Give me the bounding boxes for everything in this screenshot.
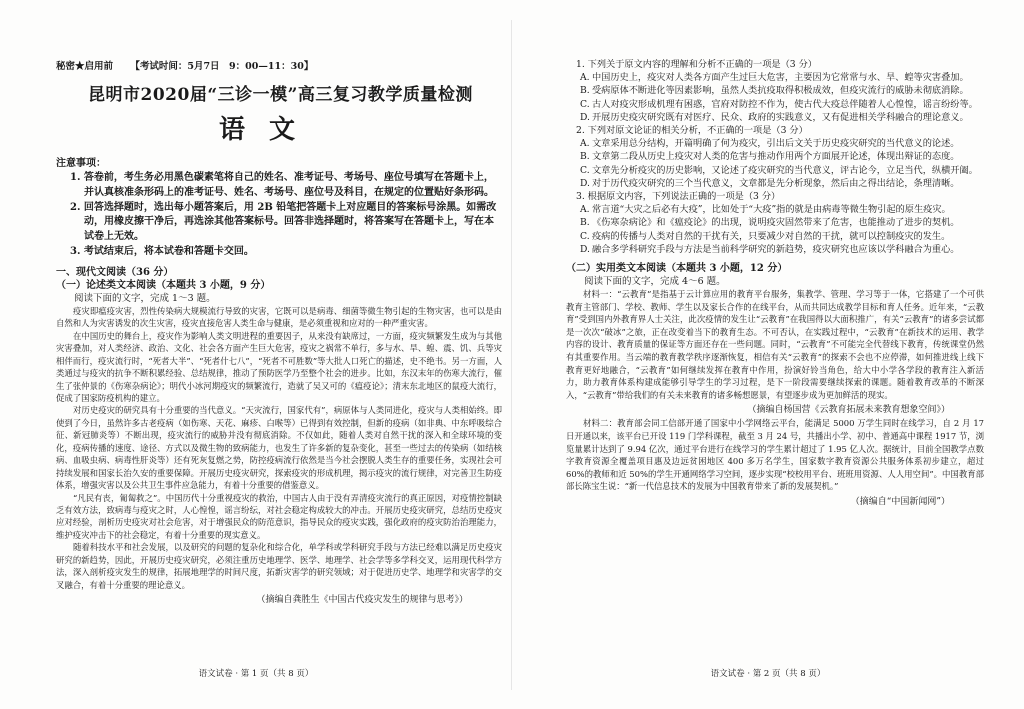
reading-instruction: 阅读下面的文字，完成 4～6 题。	[584, 276, 726, 288]
question-option	[566, 164, 984, 177]
question-stem: 3. 根据原文内容，下列说法正确的一项是（3 分）	[576, 191, 781, 203]
option-letter: C.	[580, 98, 590, 110]
option-text: 疫病的传播与人类对自然的干扰有关，只要减少对自然的干扰，就可以控制疫灾的发生。	[592, 230, 951, 242]
option-letter: B.	[580, 151, 590, 163]
material-passage	[566, 417, 984, 493]
notice-item: 3. 考试结束后，将本试卷和答题卡交回。	[70, 245, 254, 257]
question-option	[566, 177, 984, 190]
notice-list	[56, 171, 502, 260]
question-option	[566, 203, 984, 216]
option-text: 文章先分析疫灾的历史影响，又论述了疫灾研究的当代意义，评古论今，立足当代，纵横开阖。	[592, 164, 978, 176]
reading-passage	[56, 305, 502, 591]
notice-item: 1. 答卷前，考生务必用黑色碳素笔将自己的姓名、准考证号、考场号、座位号填写在答题卡上，并认真核准条形码上的准考证号、姓名、考场号、座位号及科目，在规定的位置贴好条形码。	[70, 172, 494, 198]
section-heading: 一、现代文阅读（36 分）	[56, 266, 174, 278]
secret-label: 秘密★启用前	[56, 61, 114, 72]
question-option	[566, 111, 984, 124]
passage-paragraph: 疫灾即瘟疫灾害，烈性传染病大规模流行导致的灾害，它既可以是病毒、细菌等微生物引起的生物灾害，也可以是由自然和人为灾害诱发的次生灾害，疫灾直接危害人类生命与健康，是必须重视和应对的一种严重灾害。	[56, 305, 502, 329]
question-option	[566, 230, 984, 243]
option-text: 对于历代疫灾研究的三个当代意义，文章都是先分析现象，然后由之得出结论，条理清晰。	[592, 177, 960, 189]
page-2	[512, 0, 1024, 709]
option-letter: C.	[580, 230, 590, 242]
option-letter: B.	[580, 85, 590, 97]
passage-paragraph: 对历史疫灾的研究具有十分重要的当代意义。“天灾流行，国家代有”，病原体与人类同进化，疫灾与人类相始终。即使到了今日，虽然许多古老疫病（如伤寒、天花、麻疹、白喉等）已得到有效控制，但新的疫病（如非典、中东呼吸综合征、新冠肺炎等）不断出现，疫灾流行的威胁并没有彻底消除。不仅如此，随着人类对自然干扰的深入和全球环境的变化，疫病传播的速度、途径、方式以及微生物的致病能力，也发生了许多新的复杂变化，甚至一些过去的传染病（如结核病、血吸虫病、病毒性肝炎等）还有死灰复燃之势，防控疫病流行依然是当今社会摆脱人类生存的重要任务，实现社会可持续发展和国家长治久安的重要保障。开展历史疫灾研究，探索疫灾的形成机理，揭示疫灾的流行规律，对完善卫生防疫体系，增强灾害以及公共卫生事件应急能力，有着十分重要的借鉴意义。	[56, 405, 502, 491]
option-letter: D.	[580, 243, 590, 255]
page-footer: 语文试卷 · 第 1 页（共 8 页）	[198, 669, 314, 679]
passage-paragraph: 随着科技水平和社会发展，以及研究的问题的复杂化和综合化，单学科或学科研究手段与方法已经难以满足历史疫灾研究的新趋势，因此，开展历史疫灾研究，必须注重历史地理学、医学、地理学、社会学等多学科交叉，运用现代科学方法，深入剖析疫灾发生的规律，拓展地理学的时间尺度，拓新灾害学的研究领域；对于促进历史学、地理学和灾害学的交叉融合，有着十分重要的理论意义。	[56, 542, 502, 590]
passage-paragraph: “凡民有丧，匍匐救之”。中国历代十分重视疫灾的救治，中国古人由于没有弄清疫灾流行的真正原因，对疫情控制缺乏有效方法，致病毒与疫灾之时，人心惶惶，谣言纷纭，对社会稳定构成较大的冲击。开展历史疫灾研究，总结历史疫灾应对经验，剖析历史疫灾对社会危害，对于增强民众的防范意识，指导民众的疫灾实践，强化政府的疫灾防治治理能力，维护疫灾冲击下的社会稳定，有着十分重要的现实意义。	[56, 492, 502, 540]
option-letter: A.	[580, 72, 590, 84]
option-text: 古人对疫灾形成机理有困惑，官府对防控不作为，使古代大疫总伴随着人心惶惶，谣言纷纷等。	[592, 98, 978, 110]
option-letter: A.	[580, 204, 590, 216]
option-letter: D.	[580, 177, 590, 189]
question-option	[566, 98, 984, 111]
material-two: 材料二：教育部会同工信部开通了国家中小学网络云平台，能满足 5000 万学生同时在线学习，自 2 月 17 日开通以来，该平台已开设 119 门学科课程，截至 3 月 24 号，共播出小学、初中、普通高中课程 1917 节，浏览量累计达到了 9.94 亿次，通过平台进行在线学习的学生累计超过了 1.95 亿人次。据统计，目前全国教学点数字教育资源全覆盖项目惠及边远贫困地区 400 多万名学生，国家数字教育资源公共服务体系初步建立，超过 60%的教师和近 50%的学生开通网络学习空间，逐步实现“校校用平台、班班用资源、人人用空间”。中国教育部部长陈宝生说：“新一代信息技术的发展为中国教育带来了新的发展契机。”	[566, 418, 984, 492]
option-letter: D.	[580, 111, 590, 123]
question-option	[566, 137, 984, 150]
question-3	[566, 190, 984, 256]
question-option	[566, 84, 984, 97]
material-passage	[566, 288, 984, 401]
subject-title: 语文	[218, 115, 319, 145]
question-1	[566, 58, 984, 124]
exam-time: 【考试时间：5月7日 9：00—11：30】	[130, 61, 314, 72]
question-option	[566, 71, 984, 84]
notice-item: 2. 回答选择题时，选出每小题答案后，用 2B 铅笔把答题卡上对应题目的答案标号涂黑。如需改动，用橡皮擦干净后，再选涂其他答案标号。回答非选择题时，将答案写在答题卡上，写在本试卷上无效。	[70, 201, 497, 243]
question-option	[566, 216, 984, 229]
material-source: （摘编自“中国新闻网”）	[850, 496, 950, 507]
passage-source: （摘编自龚胜生《中国古代疫灾发生的规律与思考》）	[256, 595, 468, 606]
exam-meta	[56, 58, 502, 72]
question-stem: 1. 下列关于原文内容的理解和分析不正确的一项是（3 分）	[576, 59, 817, 70]
option-letter: B.	[580, 217, 590, 229]
option-text: 文章第二段从历史上疫灾对人类的危害与推动作用两个方面展开论述，体现出辩证的态度。	[592, 151, 960, 163]
question-option	[566, 243, 984, 256]
page-footer: 语文试卷 · 第 2 页（共 8 页）	[710, 669, 826, 679]
question-stem: 2. 下列对原文论证的相关分析，不正确的一项是（3 分）	[576, 125, 808, 137]
option-text: 文章采用总分结构，开篇明确了何为疫灾，引出后文关于历史疫灾研究的当代意义的论述。	[592, 138, 960, 150]
exam-title: 昆明市2020届“三诊一模”高三复习教学质量检测	[88, 85, 473, 105]
subsection-heading: （二）实用类文本阅读（本题共 3 小题，12 分）	[566, 263, 788, 275]
option-text: 开展历史疫灾研究既有对医疗、民众、政府的实践意义，又有促进相关学科融合的理论意义。	[592, 111, 969, 123]
option-text: 中国历史上，疫灾对人类各方面产生过巨大危害，主要因为它常常与水、旱、蝗等灾害叠加。	[592, 72, 969, 84]
material-one: 材料一：“云教育”是指基于云计算应用的教育平台服务，集教学、管理、学习等于一体，它搭建了一个可供教育主管部门、学校、教师、学生以及家长合作的在线平台，从而共同达成教学目标和育人任务。近年来，“云教育”受到国内外教育界人士关注，此次疫情的发生让“云教育”在我国得以大面积推广，有关“云教育”的诸多尝试都是一次次“破冰”之旅，正在改变着当下的教育生态。不可否认，在实践过程中，“云教育”在新技术的运用、教学内容的设计、教育质量的保证等方面还存在一些问题。同时，“云教育”不可能完全代替线下教育，传统课堂仍然有其重要作用。当云端的教育教学秩序逐渐恢复，相信有关“云教育”的探索不会也不应停滞，如何推进线上线下教育更好地融合，“云教育”如何继续发挥在教育中作用，扮演好铃当角色，给大中小学各学段的教育注入新活力，助力教育体系构建成能够引导学生的学习过程，是下一阶段需要继续探索的课题。随着教育改革的不断深入，“云教育”带给我们的有关未来教育的诸多畅想愿景，有望逐步成为更加鲜活的现实。	[566, 289, 984, 400]
subsection-heading: （一）论述类文本阅读（本题共 3 小题，9 分）	[56, 279, 271, 291]
option-letter: A.	[580, 138, 590, 150]
question-option	[566, 150, 984, 163]
material-source: （摘编自杨国营《云教育拓展未来教育想象空间》）	[747, 405, 950, 416]
option-text: 融合多学科研究手段与方法是当前科学研究的新趋势，疫灾研究也应该以学科融合为重心。	[592, 243, 960, 255]
reading-instruction: 阅读下面的文字，完成 1～3 题。	[74, 292, 216, 304]
option-text: 《伤寒杂病论》和《瘟疫论》的出现，说明疫灾固然带来了危害，也能推动了进步的契机。	[592, 217, 960, 229]
option-letter: C.	[580, 164, 590, 176]
option-text: 受病原体不断进化等因素影响，虽然人类抗疫取得积极成效，但疫灾流行的威胁未彻底消除。	[592, 85, 969, 97]
passage-paragraph: 在中国历史的舞台上，疫灾作为影响人类文明进程的重要因子，从来没有缺席过，一方面，疫灾频繁发生成为与其他灾害叠加，对人类经济、政治、文化、社会各方面产生巨大危害，疫灾之祸常不单行，多与水、旱、蝗、震、饥、兵等灾相伴而行，疫灾流行时，“死者大半”、“死者什七八”，“死者不可胜数”等大批人口死亡的描述，史不绝书。另一方面，人类通过与疫灾的抗争不断积累经验、总结规律，推动了预防医学乃至整个社会的进步。比如，东汉末年的伤寒大流行，催生了张仲景的《伤寒杂病论》；明代小冰河期疫灾的频繁流行，造就了吴又可的《瘟疫论》；清末东北地区的鼠疫大流行，促成了国家防疫机构的建立。	[56, 330, 502, 403]
question-2	[566, 124, 984, 190]
option-text: 常言道“大灾之后必有大疫”，比如处于“大疫”指的就是由病毒等微生物引起的原生疫灾。	[592, 204, 951, 216]
notice-heading: 注意事项：	[56, 158, 106, 169]
